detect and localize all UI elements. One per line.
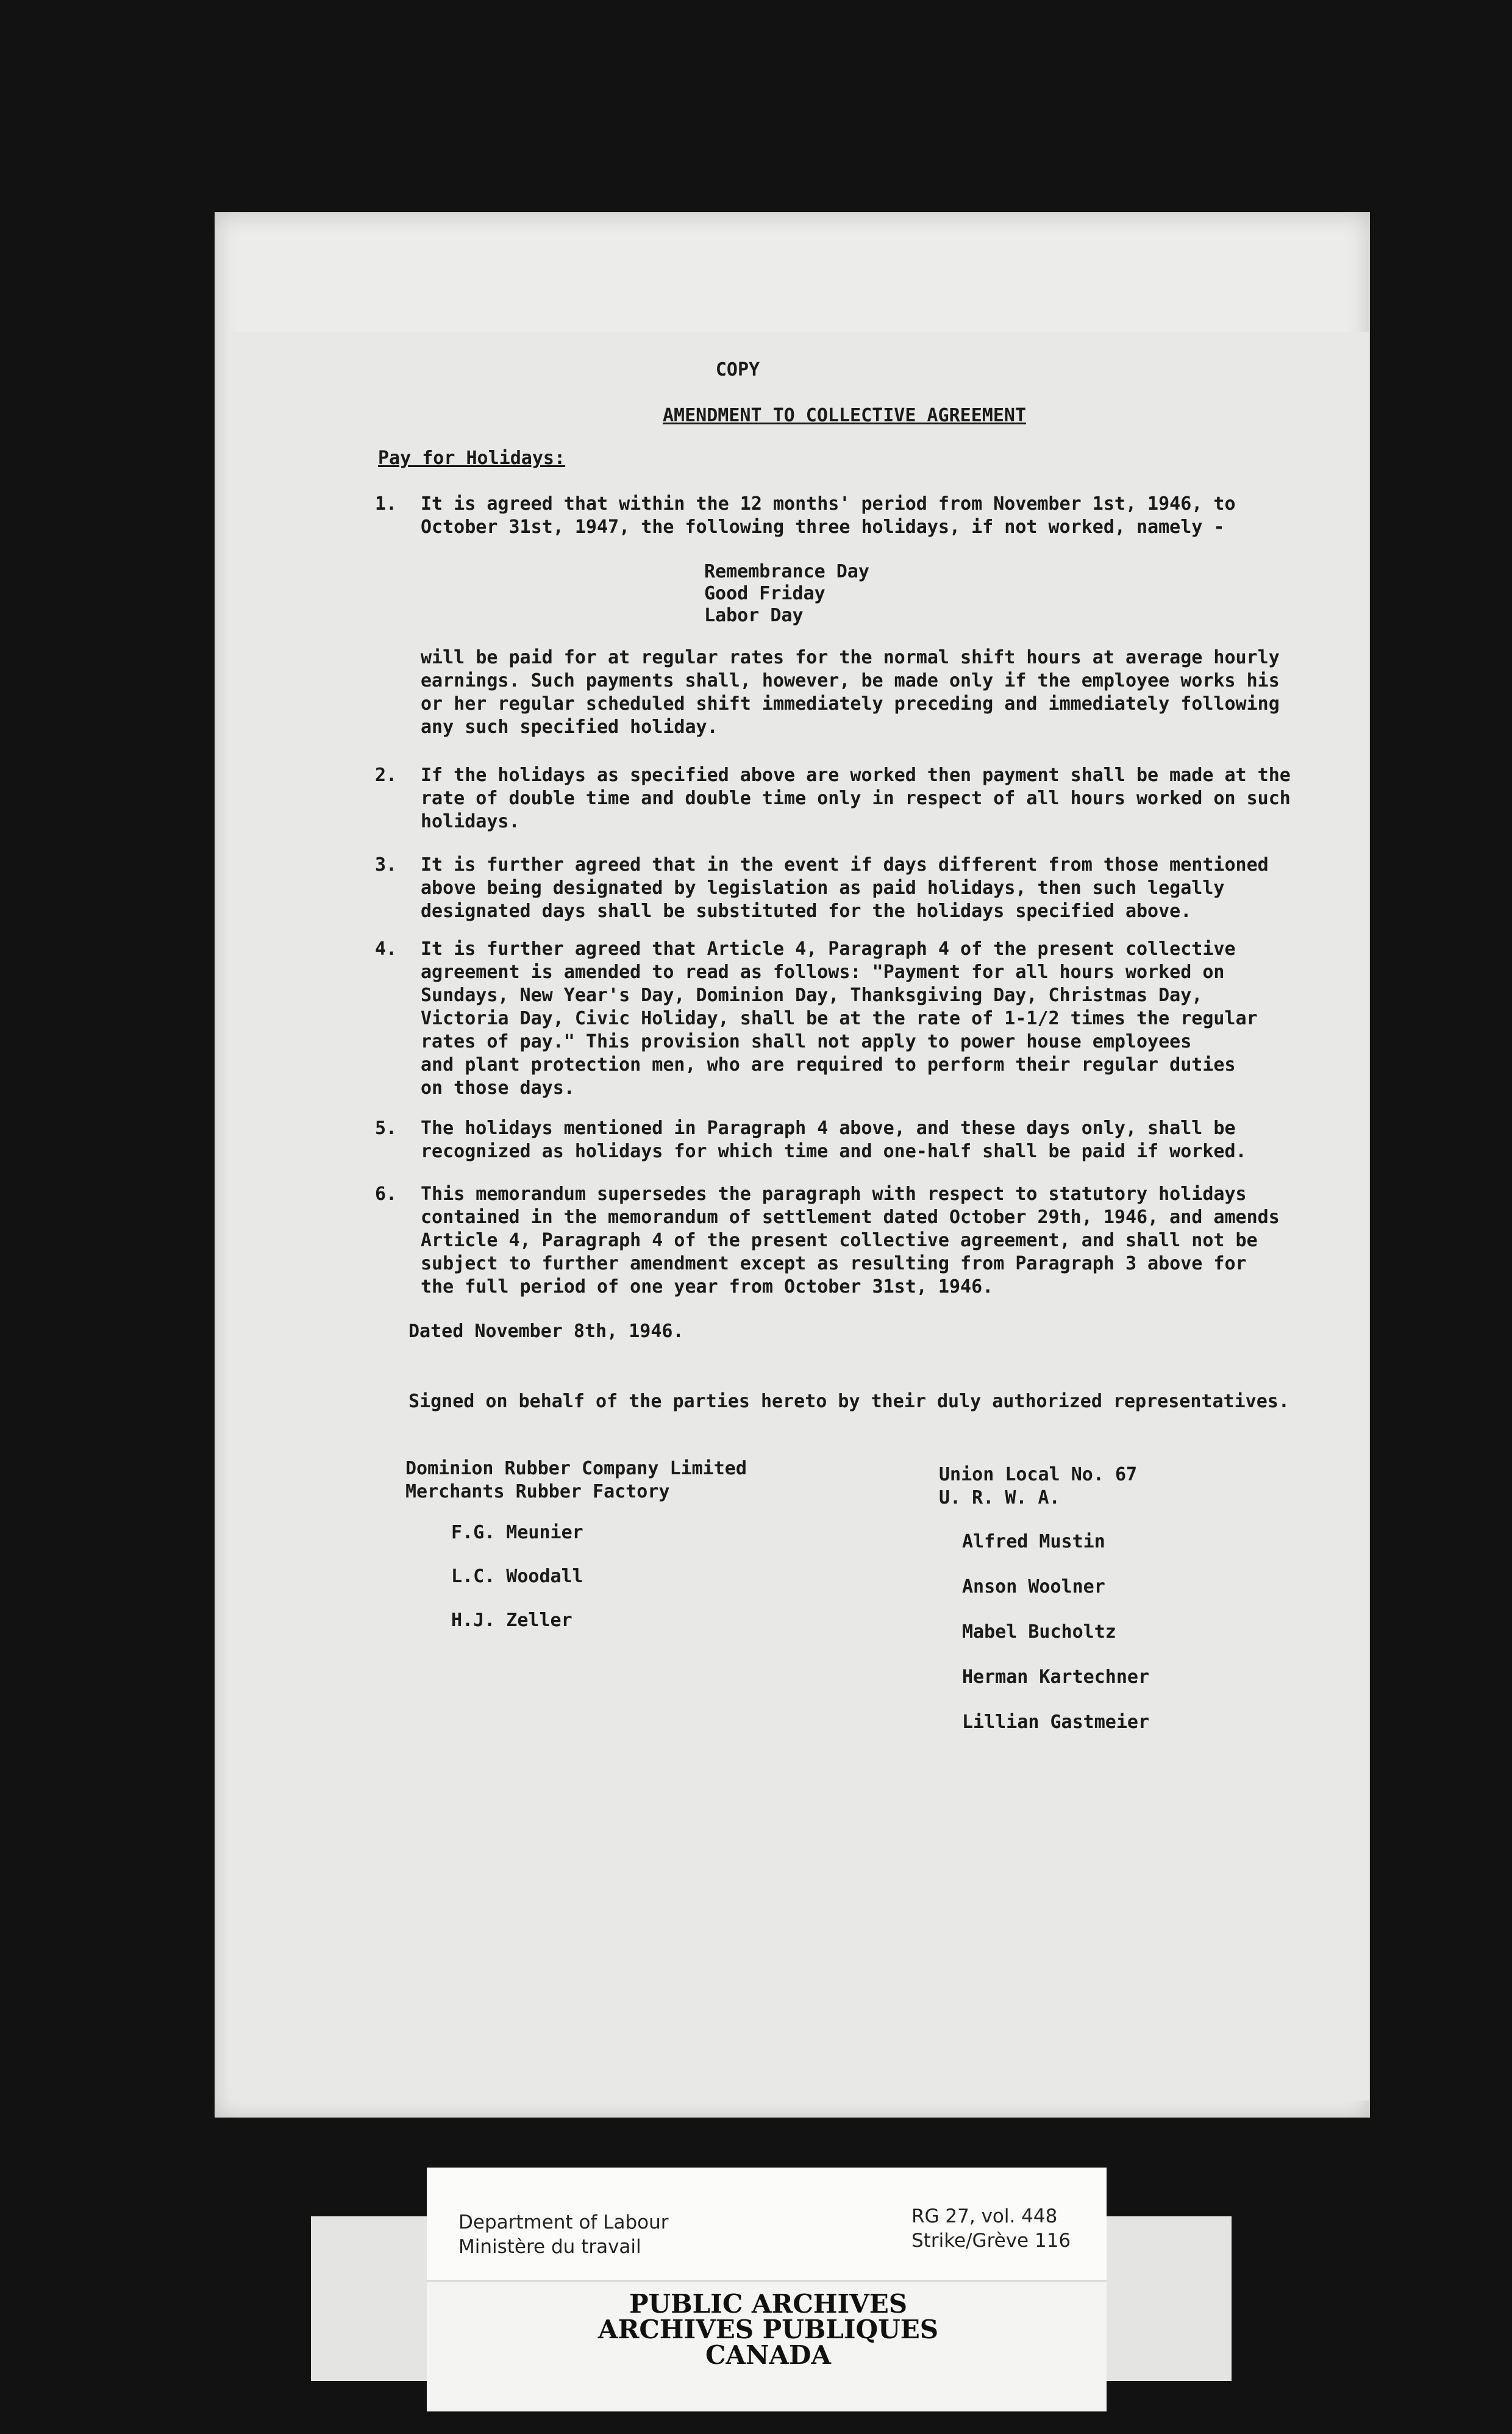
paragraph-line: October 31st, 1947, the following three holidays, if not worked, namely - bbox=[421, 516, 1225, 538]
holiday-item: Remembrance Day bbox=[704, 561, 869, 582]
holiday-item: Good Friday bbox=[704, 583, 826, 604]
paragraph-line: This memorandum supersedes the paragraph with respect to statutory holidays bbox=[421, 1183, 1247, 1205]
paragraph-line: earnings. Such payments shall, however, be made only if the employee works his bbox=[421, 670, 1280, 691]
archives-line: ARCHIVES PUBLIQUES bbox=[597, 2314, 939, 2344]
holiday-list bbox=[704, 561, 869, 627]
paragraph-1-continuation bbox=[421, 646, 1311, 739]
department-label bbox=[458, 2210, 668, 2259]
signatory-name: H.J. Zeller bbox=[451, 1610, 572, 1631]
item-number: 3. bbox=[375, 854, 398, 876]
archive-reference bbox=[911, 2204, 1071, 2253]
paragraph-line: any such specified holiday. bbox=[421, 716, 718, 738]
paragraph-line: The holidays mentioned in Paragraph 4 above, and these days only, shall be bbox=[421, 1118, 1236, 1139]
union-abbrev: U. R. W. A. bbox=[939, 1487, 1060, 1508]
signatory-name: Herman Kartechner bbox=[962, 1666, 1150, 1688]
paragraph-line: rate of double time and double time only in respect of all hours worked on such bbox=[421, 788, 1291, 809]
archives-title bbox=[573, 2291, 963, 2368]
paragraph-1 bbox=[421, 493, 1311, 539]
company-division: Merchants Rubber Factory bbox=[405, 1481, 670, 1502]
archives-line: PUBLIC ARCHIVES bbox=[629, 2289, 908, 2319]
paragraph-3 bbox=[421, 854, 1311, 923]
union-name: Union Local No. 67 bbox=[939, 1464, 1138, 1485]
union-signatories bbox=[962, 1530, 1149, 1756]
paragraph-line: agreement is amended to read as follows: "Payment for all hours worked on bbox=[421, 962, 1225, 983]
company-signatories bbox=[451, 1521, 583, 1653]
department-fr: Ministère du travail bbox=[458, 2236, 641, 2258]
paragraph-line: It is agreed that within the 12 months' period from November 1st, 1946, to bbox=[421, 493, 1236, 515]
signatory-name: L.C. Woodall bbox=[451, 1566, 583, 1587]
paragraph-line: It is further agreed that Article 4, Paragraph 4 of the present collective bbox=[421, 938, 1236, 960]
paragraph-line: will be paid for at regular rates for the normal shift hours at average hourly bbox=[421, 647, 1280, 668]
paragraph-line: Sundays, New Year's Day, Dominion Day, Thanksgiving Day, Christmas Day, bbox=[421, 985, 1203, 1006]
company-name: Dominion Rubber Company Limited bbox=[405, 1458, 747, 1479]
section-heading: Pay for Holidays: bbox=[378, 448, 566, 469]
paragraph-line: If the holidays as specified above are worked then payment shall be made at the bbox=[421, 765, 1291, 786]
reference-strike: Strike/Grève 116 bbox=[911, 2230, 1071, 2252]
paragraph-line: rates of pay." This provision shall not apply to power house employees bbox=[421, 1031, 1192, 1052]
company-block bbox=[405, 1457, 747, 1504]
item-number: 6. bbox=[375, 1183, 398, 1205]
item-number: 2. bbox=[375, 765, 398, 786]
document-title: AMENDMENT TO COLLECTIVE AGREEMENT bbox=[662, 405, 1027, 426]
paragraph-line: holidays. bbox=[421, 811, 520, 832]
archives-line: CANADA bbox=[705, 2340, 831, 2370]
item-number: 5. bbox=[375, 1118, 398, 1139]
paragraph-line: subject to further amendment except as resulting from Paragraph 3 above for bbox=[421, 1253, 1247, 1274]
paragraph-line: recognized as holidays for which time and one-half shall be paid if worked. bbox=[421, 1141, 1247, 1162]
paragraph-line: Victoria Day, Civic Holiday, shall be at the rate of 1-1/2 times the regular bbox=[421, 1008, 1258, 1029]
department-en: Department of Labour bbox=[458, 2211, 669, 2233]
copy-label: COPY bbox=[715, 359, 760, 380]
paragraph-line: contained in the memorandum of settlement dated October 29th, 1946, and amends bbox=[421, 1207, 1280, 1228]
paragraph-line: on those days. bbox=[421, 1077, 575, 1099]
date-line: Dated November 8th, 1946. bbox=[408, 1321, 684, 1342]
signatory-name: Alfred Mustin bbox=[962, 1531, 1105, 1552]
paragraph-6 bbox=[421, 1183, 1311, 1299]
paragraph-line: designated days shall be substituted for the holidays specified above. bbox=[421, 901, 1192, 922]
item-number: 1. bbox=[375, 493, 398, 515]
signatory-name: F.G. Meunier bbox=[451, 1522, 583, 1543]
paragraph-line: Article 4, Paragraph 4 of the present collective agreement, and shall not be bbox=[421, 1230, 1258, 1251]
union-block bbox=[939, 1463, 1137, 1510]
paragraph-line: and plant protection men, who are required to perform their regular duties bbox=[421, 1054, 1236, 1076]
paragraph-line: the full period of one year from October 31st, 1946. bbox=[421, 1276, 994, 1297]
paragraph-line: above being designated by legislation as paid holidays, then such legally bbox=[421, 877, 1225, 899]
paragraph-5 bbox=[421, 1117, 1311, 1163]
paragraph-line: or her regular scheduled shift immediately preceding and immediately following bbox=[421, 693, 1280, 715]
holiday-item: Labor Day bbox=[704, 605, 804, 626]
signature-statement: Signed on behalf of the parties hereto by their duly authorized representatives. bbox=[408, 1391, 1289, 1412]
reference-volume: RG 27, vol. 448 bbox=[911, 2205, 1058, 2227]
signatory-name: Lillian Gastmeier bbox=[962, 1711, 1150, 1733]
signatory-name: Mabel Bucholtz bbox=[962, 1621, 1116, 1643]
signatory-name: Anson Woolner bbox=[962, 1576, 1105, 1597]
paragraph-2 bbox=[421, 764, 1311, 833]
paragraph-line: It is further agreed that in the event if days different from those mentioned bbox=[421, 854, 1269, 876]
item-number: 4. bbox=[375, 938, 398, 960]
paragraph-4 bbox=[421, 938, 1311, 1100]
